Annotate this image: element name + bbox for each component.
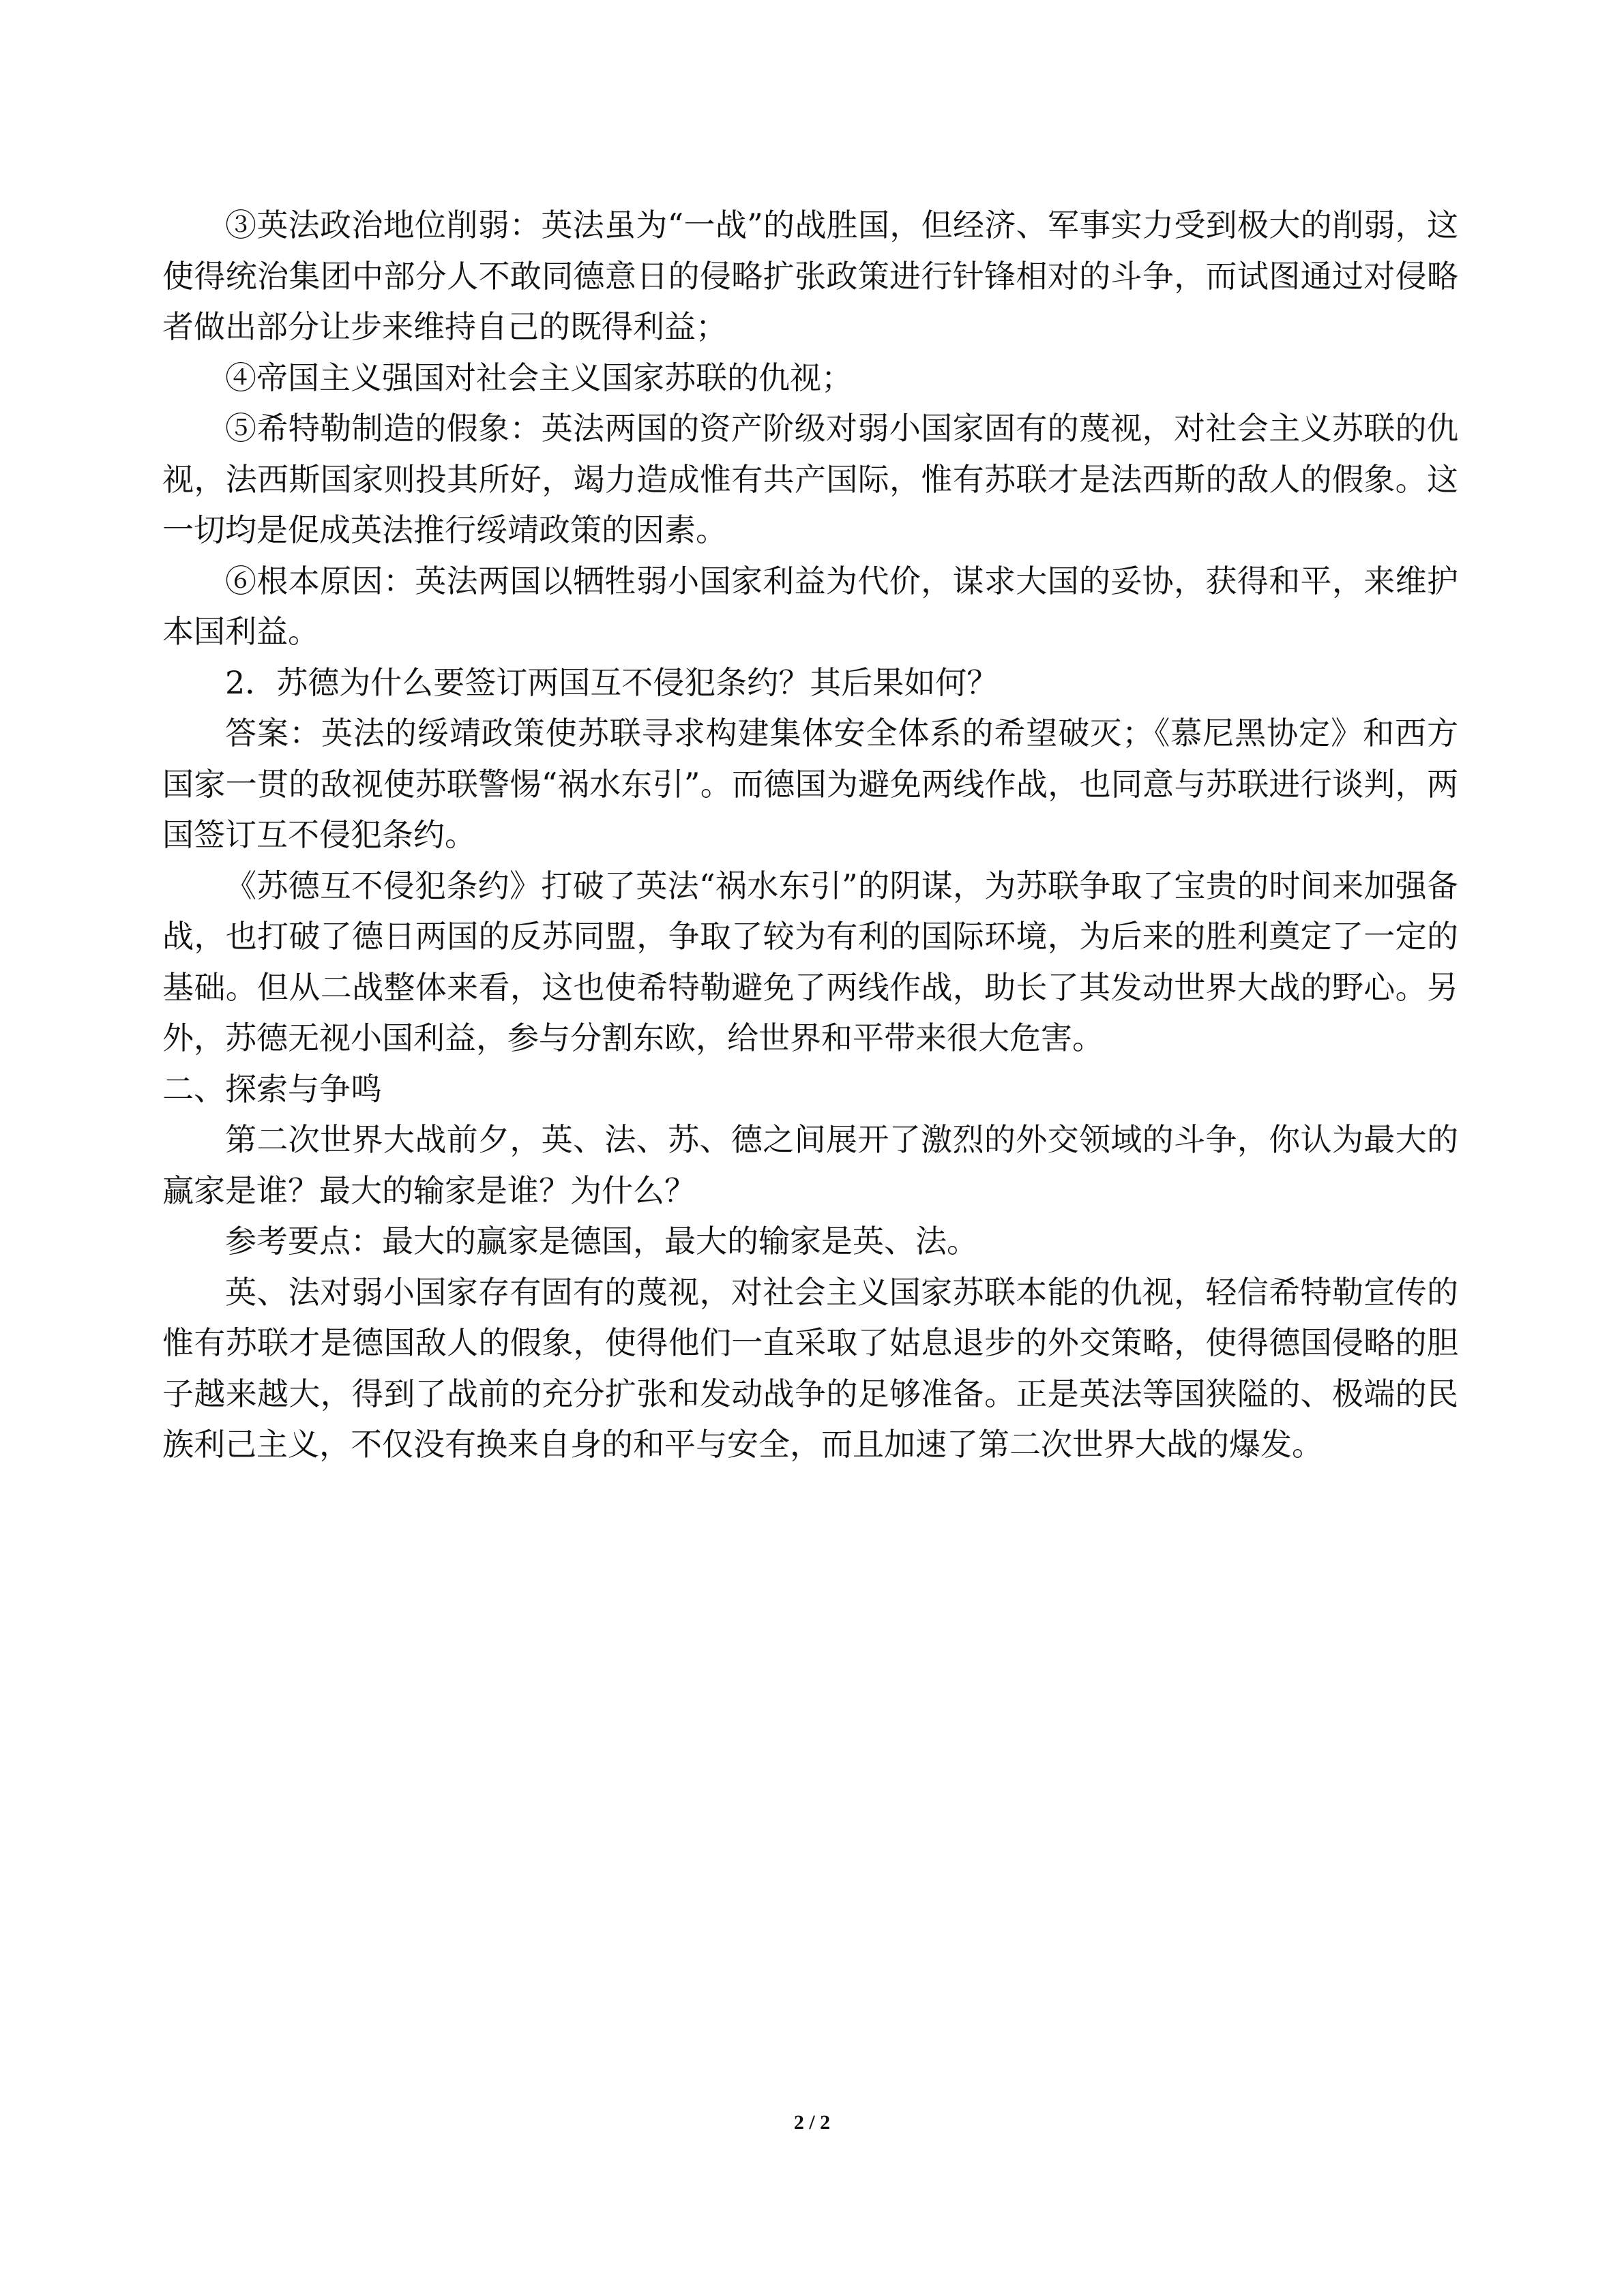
- paragraph-reason-3: ③英法政治地位削弱：英法虽为“一战”的战胜国，但经济、军事实力受到极大的削弱，这使得统治集团中部分人不敢同德意日的侵略扩张政策进行针锋相对的斗争，而试图通过对侵略者做出部分让步来维持自己的既得利益；: [162, 207, 1458, 345]
- question-2: 2．苏德为什么要签订两国互不侵犯条约？其后果如何？: [225, 664, 999, 701]
- answer-2-continued: 《苏德互不侵犯条约》打破了英法“祸水东引”的阴谋，为苏联争取了宝贵的时间来加强备战，也打破了德日两国的反苏同盟，争取了较为有利的国际环境，为后来的胜利奠定了一定的基础。但从二战整体来看，这也使希特勒避免了两线作战，助长了其发动世界大战的野心。另外，苏德无视小国利益，参与分割东欧，给世界和平带来很大危害。: [162, 867, 1458, 1056]
- paragraph-reason-5: ⑤希特勒制造的假象：英法两国的资产阶级对弱小国家固有的蔑视，对社会主义苏联的仇视，法西斯国家则投其所好，竭力造成惟有共产国际，惟有苏联才是法西斯的敌人的假象。这一切均是促成英法推行绥靖政策的因素。: [162, 410, 1458, 548]
- reference-explanation: 英、法对弱小国家存有固有的蔑视，对社会主义国家苏联本能的仇视，轻信希特勒宣传的惟有苏联才是德国敌人的假象，使得他们一直采取了姑息退步的外交策略，使得德国侵略的胆子越来越大，得到了战前的充分扩张和发动战争的足够准备。正是英法等国狭隘的、极端的民族利己主义，不仅没有换来自身的和平与安全，而且加速了第二次世界大战的爆发。: [162, 1273, 1458, 1463]
- paragraph-reason-6: ⑥根本原因：英法两国以牺牲弱小国家利益为代价，谋求大国的妥协，获得和平，来维护本国利益。: [162, 562, 1458, 650]
- document-body: [162, 200, 1458, 1470]
- reference-points: 参考要点：最大的赢家是德国，最大的输家是英、法。: [225, 1223, 978, 1259]
- page-number: 2 / 2: [793, 2111, 831, 2134]
- answer-2: 答案：英法的绥靖政策使苏联寻求构建集体安全体系的希望破灭；《慕尼黑协定》和西方国家一贯的敌视使苏联警惕“祸水东引”。而德国为避免两线作战，也同意与苏联进行谈判，两国签订互不侵犯条约。: [162, 715, 1458, 853]
- section-heading: 二、探索与争鸣: [162, 1070, 382, 1107]
- discussion-question: 第二次世界大战前夕，英、法、苏、德之间展开了激烈的外交领域的斗争，你认为最大的赢家是谁？最大的输家是谁？为什么？: [162, 1121, 1458, 1209]
- paragraph-reason-4: ④帝国主义强国对社会主义国家苏联的仇视；: [225, 359, 853, 396]
